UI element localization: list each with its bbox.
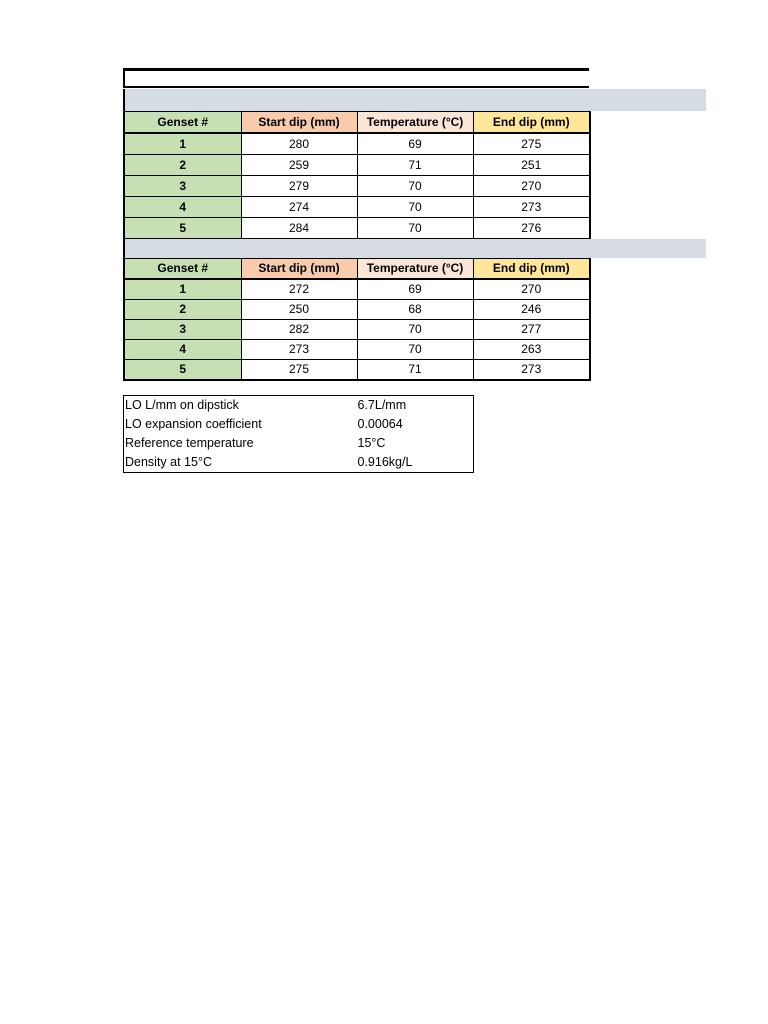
end-dip-cell: 270 xyxy=(473,279,590,300)
table-row xyxy=(124,197,590,218)
section-band-2 xyxy=(123,239,706,258)
parameter-row xyxy=(124,434,474,453)
end-dip-cell: 246 xyxy=(473,300,590,320)
end-dip-cell: 277 xyxy=(473,320,590,340)
table-row xyxy=(124,300,590,320)
end-dip-cell: 270 xyxy=(473,176,590,197)
table-row xyxy=(124,360,590,381)
temperature-cell: 70 xyxy=(357,218,473,240)
start-dip-cell: 250 xyxy=(241,300,357,320)
start-dip-cell: 272 xyxy=(241,279,357,300)
end-dip-cell: 251 xyxy=(473,155,590,176)
table-row xyxy=(124,279,590,300)
genset-cell: 2 xyxy=(124,300,241,320)
genset-cell: 3 xyxy=(124,320,241,340)
table-row xyxy=(124,155,590,176)
start-dip-cell: 279 xyxy=(241,176,357,197)
temperature-cell: 70 xyxy=(357,176,473,197)
parameter-label: LO L/mm on dipstick xyxy=(125,398,239,412)
genset-cell: 5 xyxy=(124,360,241,381)
temperature-cell: 70 xyxy=(357,340,473,360)
parameter-value: 0.00064 xyxy=(357,417,403,431)
temperature-cell: 69 xyxy=(357,133,473,155)
header-row xyxy=(124,259,590,280)
start-dip-cell: 273 xyxy=(241,340,357,360)
genset-cell: 1 xyxy=(124,133,241,155)
parameter-row xyxy=(124,415,474,434)
temperature-cell: 71 xyxy=(357,155,473,176)
parameter-value: 6.7L/mm xyxy=(357,398,407,412)
table-row xyxy=(124,133,590,155)
start-dip-cell: 280 xyxy=(241,133,357,155)
parameter-value: 0.916kg/L xyxy=(357,455,413,469)
header-end-dip: End dip (mm) xyxy=(473,112,590,134)
end-dip-cell: 273 xyxy=(473,360,590,381)
genset-cell: 4 xyxy=(124,340,241,360)
header-end-dip: End dip (mm) xyxy=(473,259,590,280)
header-genset: Genset # xyxy=(124,259,241,280)
dip-table-2 xyxy=(123,258,591,381)
header-temperature: Temperature (°C) xyxy=(357,259,473,280)
temperature-cell: 70 xyxy=(357,320,473,340)
start-dip-cell: 259 xyxy=(241,155,357,176)
table-row xyxy=(124,218,590,240)
table-row xyxy=(124,320,590,340)
dip-table-1 xyxy=(123,111,591,240)
end-dip-cell: 275 xyxy=(473,133,590,155)
parameter-row xyxy=(124,453,474,473)
start-dip-cell: 275 xyxy=(241,360,357,381)
temperature-cell: 71 xyxy=(357,360,473,381)
genset-cell: 5 xyxy=(124,218,241,240)
genset-cell: 3 xyxy=(124,176,241,197)
title-box xyxy=(123,68,589,88)
header-start-dip: Start dip (mm) xyxy=(241,259,357,280)
parameters-table xyxy=(123,395,474,473)
parameter-value: 15°C xyxy=(357,436,386,450)
temperature-cell: 69 xyxy=(357,279,473,300)
header-temperature: Temperature (°C) xyxy=(357,112,473,134)
start-dip-cell: 284 xyxy=(241,218,357,240)
start-dip-cell: 274 xyxy=(241,197,357,218)
end-dip-cell: 273 xyxy=(473,197,590,218)
start-dip-cell: 282 xyxy=(241,320,357,340)
genset-cell: 2 xyxy=(124,155,241,176)
end-dip-cell: 263 xyxy=(473,340,590,360)
genset-cell: 1 xyxy=(124,279,241,300)
parameter-label: Density at 15°C xyxy=(125,455,212,469)
table-row xyxy=(124,176,590,197)
header-genset: Genset # xyxy=(124,112,241,134)
temperature-cell: 68 xyxy=(357,300,473,320)
genset-cell: 4 xyxy=(124,197,241,218)
header-start-dip: Start dip (mm) xyxy=(241,112,357,134)
parameter-label: Reference temperature xyxy=(125,436,254,450)
parameter-label: LO expansion coefficient xyxy=(125,417,262,431)
parameter-row xyxy=(124,396,474,416)
header-row xyxy=(124,112,590,134)
section-band-1 xyxy=(123,89,706,111)
temperature-cell: 70 xyxy=(357,197,473,218)
table-row xyxy=(124,340,590,360)
end-dip-cell: 276 xyxy=(473,218,590,240)
